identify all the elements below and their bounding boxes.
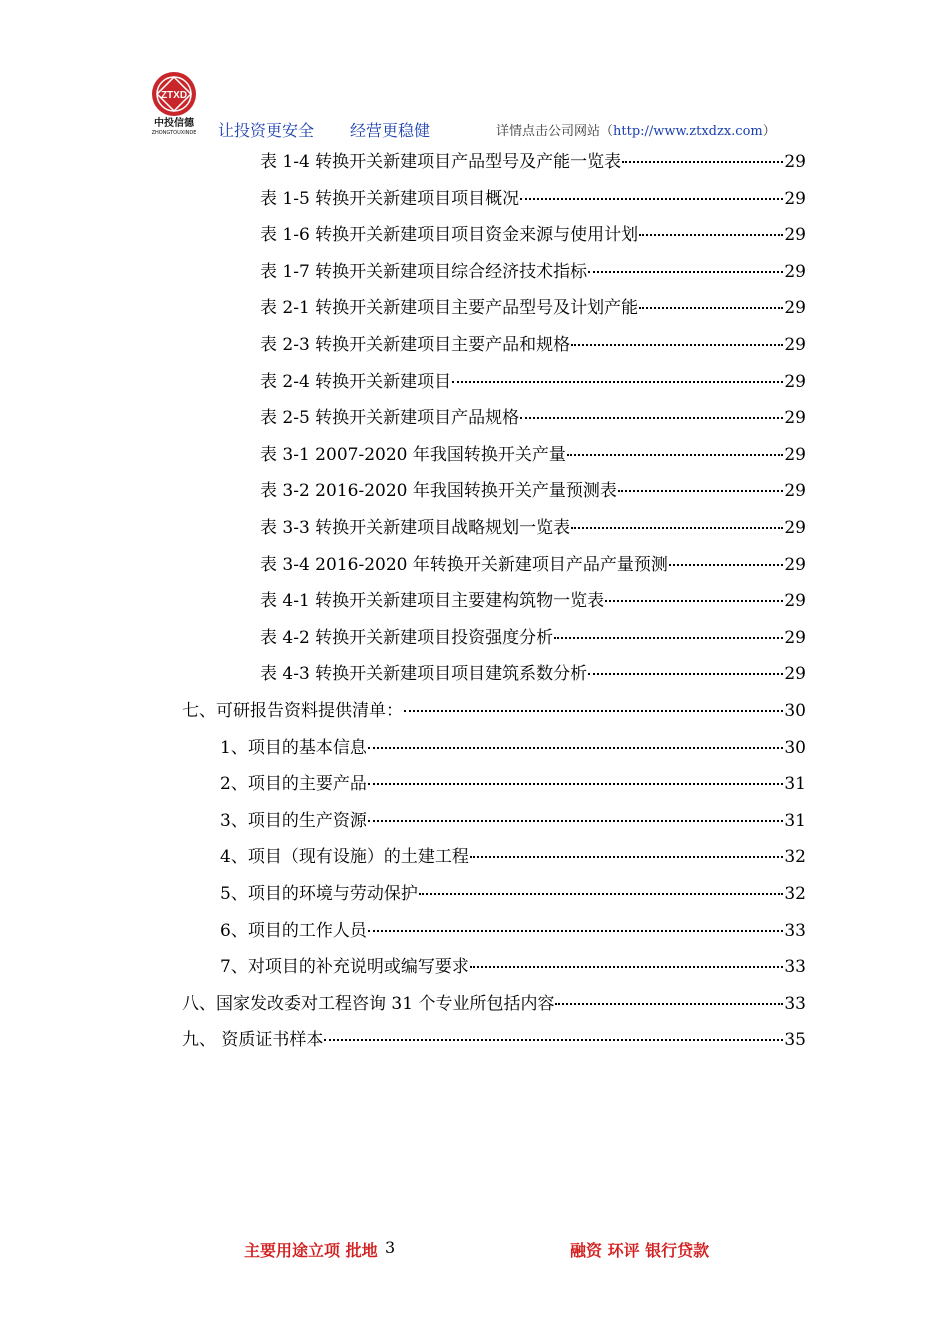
toc-entry-page: 33 [784,920,806,941]
toc-entry-page: 30 [784,737,806,758]
toc-dot-leader [520,417,783,419]
toc-dot-leader [404,710,783,712]
toc-entry[interactable] [220,806,806,836]
toc-dot-leader [588,271,783,273]
toc-entry-label: 八、国家发改委对工程咨询 31 个专业所包括内容 [182,993,555,1014]
toc-entry-page: 35 [784,1030,806,1051]
toc-entry-page: 29 [784,591,806,612]
toc-dot-leader [470,966,784,968]
toc-dot-leader [554,637,783,639]
toc-dot-leader [571,344,783,346]
toc-entry-label: 表 2-4 转换开关新建项目 [260,371,452,392]
toc-entry-page: 29 [784,152,806,172]
toc-entry[interactable] [260,586,806,616]
toc-entry[interactable] [260,403,806,433]
page-number: 3 [385,1238,396,1257]
toc-entry-label: 表 1-7 转换开关新建项目综合经济技术指标 [260,261,588,282]
toc-dot-leader [639,307,783,309]
toc-entry[interactable] [260,184,806,214]
toc-dot-leader [605,600,783,602]
toc-entry[interactable] [260,659,806,689]
logo-text: ZTXD [160,90,188,101]
toc-entry[interactable] [220,916,806,946]
toc-entry-label: 7、对项目的补充说明或编写要求 [220,957,469,978]
toc-entry-label: 3、项目的生产资源 [220,810,367,831]
site-url-link[interactable]: http://www.ztxdzx.com [613,124,763,139]
toc-entry[interactable] [182,1025,806,1055]
toc-entry[interactable] [260,623,806,653]
toc-entry-page: 32 [784,884,806,904]
toc-entry-page: 33 [784,957,806,978]
toc-entry[interactable] [260,147,806,177]
toc-entry-page: 30 [784,701,806,721]
toc-dot-leader [639,234,783,236]
toc-entry-page: 29 [784,261,806,282]
toc-dot-leader [669,564,784,566]
toc-entry-page: 29 [784,298,806,319]
toc-entry-page: 33 [784,993,806,1014]
toc-dot-leader [368,820,784,822]
slogan-steady-operation: 经营更稳健 [350,121,431,140]
toc-dot-leader [419,893,784,895]
toc-dot-leader [368,747,784,749]
slogan-safe-investment: 让投资更安全 [218,121,315,140]
toc-entry-label: 表 3-4 2016-2020 年转换开关新建项目产品产量预测 [260,554,668,575]
site-prefix: 详情点击公司网站（ [496,124,614,139]
toc-entry-page: 29 [784,518,806,538]
company-logo [140,68,208,136]
footer-services-right: 融资 环评 银行贷款 [570,1241,710,1260]
toc-entry-page: 29 [784,481,806,502]
toc-entry[interactable] [220,879,806,909]
toc-entry-label: 1、项目的基本信息 [220,737,367,758]
toc-entry-label: 表 4-2 转换开关新建项目投资强度分析 [260,627,554,648]
toc-entry-label: 6、项目的工作人员 [220,920,367,941]
toc-entry[interactable] [260,440,806,470]
toc-entry[interactable] [260,550,806,580]
toc-entry-page: 29 [784,335,806,355]
toc-entry-label: 七、可研报告资料提供清单： [182,701,403,721]
toc-entry-page: 31 [784,774,806,795]
toc-entry[interactable] [260,330,806,360]
toc-entry-page: 29 [784,408,806,429]
toc-dot-leader [368,930,784,932]
toc-entry[interactable] [260,257,806,287]
toc-entry-label: 2、项目的主要产品 [220,774,367,795]
toc-entry[interactable] [182,696,806,726]
toc-dot-leader [520,198,783,200]
toc-dot-leader [622,161,783,163]
toc-entry-page: 29 [784,371,806,392]
toc-entry[interactable] [220,769,806,799]
toc-entry-label: 表 2-5 转换开关新建项目产品规格 [260,408,520,429]
toc-entry[interactable] [220,952,806,982]
toc-entry-page: 29 [784,627,806,648]
toc-dot-leader [324,1039,783,1041]
toc-entry-page: 32 [784,847,806,868]
toc-entry-label: 表 2-1 转换开关新建项目主要产品型号及计划产能 [260,298,639,319]
toc-entry-page: 29 [784,664,806,685]
footer-services-left: 主要用途立项 批地 [244,1241,378,1260]
toc-dot-leader [618,490,784,492]
toc-dot-leader [368,783,784,785]
toc-entry-label: 表 1-4 转换开关新建项目产品型号及产能一览表 [260,152,622,172]
toc-entry-label: 4、项目（现有设施）的土建工程 [220,847,469,868]
toc-entry-page: 31 [784,810,806,831]
toc-entry[interactable] [260,367,806,397]
logo-name: 中投信德 [154,118,194,129]
toc-dot-leader [452,381,783,383]
toc-entry[interactable] [220,733,806,763]
toc-entry-label: 表 1-5 转换开关新建项目项目概况 [260,188,520,209]
toc-entry[interactable] [182,989,806,1019]
toc-entry-page: 29 [784,188,806,209]
toc-entry-page: 29 [784,225,806,246]
toc-entry[interactable] [260,293,806,323]
toc-entry-label: 表 3-3 转换开关新建项目战略规划一览表 [260,518,571,538]
toc-entry-label: 表 3-1 2007-2020 年我国转换开关产量 [260,444,566,465]
logo-pinyin: ZHONGTOUXINDE [151,130,197,136]
toc-dot-leader [571,527,783,529]
site-suffix: ） [762,124,776,139]
toc-dot-leader [588,673,783,675]
toc-entry-page: 29 [784,444,806,465]
toc-dot-leader [567,454,784,456]
toc-entry-label: 5、项目的环境与劳动保护 [220,884,418,904]
toc-entry-label: 表 3-2 2016-2020 年我国转换开关产量预测表 [260,481,617,502]
toc-dot-leader [470,856,784,858]
toc-entry[interactable] [220,842,806,872]
page-header [0,0,950,140]
toc-entry-label: 表 1-6 转换开关新建项目项目资金来源与使用计划 [260,225,639,246]
toc-entry-label: 表 4-1 转换开关新建项目主要建构筑物一览表 [260,591,605,612]
toc-entry-page: 29 [784,554,806,575]
toc-entry[interactable] [260,220,806,250]
toc-entry-label: 表 2-3 转换开关新建项目主要产品和规格 [260,335,571,355]
toc-entry-label: 表 4-3 转换开关新建项目项目建筑系数分析 [260,664,588,685]
toc-dot-leader [555,1003,783,1005]
company-website [496,120,776,139]
toc-entry-label: 九、 资质证书样本 [182,1030,324,1051]
toc-entry[interactable] [260,513,806,543]
toc-entry[interactable] [260,476,806,506]
